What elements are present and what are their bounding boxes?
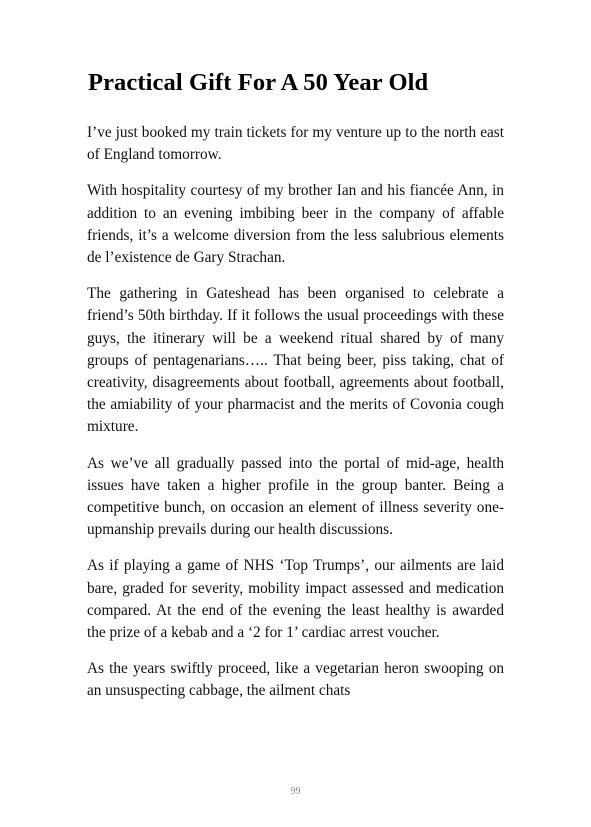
paragraph: The gathering in Gateshead has been organised to celebrate a friend’s 50th birthday. If it follows the usual proceedings with these guys, the itinerary will be a weekend ritual shared by of many groups of pentagenarians….. That being beer, piss taking, chat of creativity, disagreements about football, agreements about football, the amiability of your pharmacist and the merits of Covonia cough mixture. xyxy=(87,285,504,436)
paragraph: As if playing a game of NHS ‘Top Trumps’, our ailments are laid bare, graded for severity, mobility impact assessed and medication compared. At the end of the evening the least healthy is awarded the prize of a kebab and a ‘2 for 1’ cardiac arrest voucher. xyxy=(87,557,504,642)
paragraph: With hospitality courtesy of my brother Ian and his fiancée Ann, in addition to an evening imbibing beer in the company of affable friends, it’s a welcome diversion from the less salubrious elements de l’existence de Gary Strachan. xyxy=(87,182,504,267)
paragraph: I’ve just booked my train tickets for my venture up to the north east of England tomorrow. xyxy=(87,124,504,164)
page-title: Practical Gift For A 50 Year Old xyxy=(88,69,429,96)
body-text xyxy=(87,122,504,717)
paragraph: As the years swiftly proceed, like a vegetarian heron swooping on an unsuspecting cabbage, the ailment chats xyxy=(87,660,504,700)
paragraph: As we’ve all gradually passed into the portal of mid-age, health issues have taken a higher profile in the group banter. Being a competitive bunch, on occasion an element of illness severity one-upmanship prevails during our health discussions. xyxy=(87,454,504,539)
page-number: 99 xyxy=(290,786,301,797)
